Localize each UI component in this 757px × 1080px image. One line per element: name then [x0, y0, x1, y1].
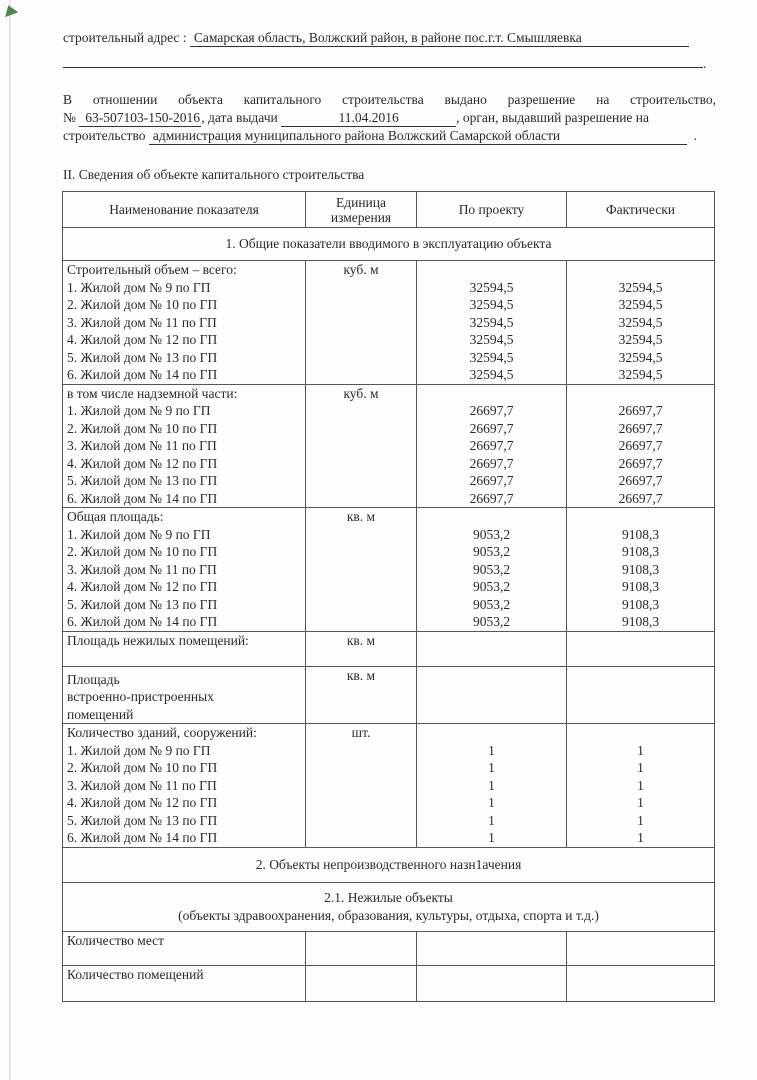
value: 26697,7: [618, 455, 663, 471]
value: 26697,7: [469, 455, 514, 471]
value: 1: [488, 742, 495, 758]
date-label: , дата выдачи: [201, 110, 278, 125]
issuer-value: администрация муниципального района Волжский Самарской области: [149, 128, 687, 145]
address-label: строительный адрес :: [63, 30, 187, 45]
column-header-unit: Единица измерения: [306, 192, 417, 228]
value: 9053,2: [472, 561, 511, 577]
item-label: 4. Жилой дом № 12 по ГП: [67, 455, 218, 471]
item-label: 3. Жилой дом № 11 по ГП: [67, 561, 217, 577]
unit-cell: кв. м: [306, 508, 417, 632]
value: 9108,3: [621, 579, 660, 594]
nonres-area-label: Площадь нежилых помещений:: [63, 631, 306, 666]
item-label: 4. Жилой дом № 12 по ГП: [67, 795, 218, 810]
value: 32594,5: [469, 349, 514, 365]
label-line: Площадь: [67, 671, 120, 687]
value: 1: [637, 830, 644, 845]
project-value-empty: [417, 666, 567, 724]
section-2-title: 2. Объекты непроизводственного назн1ачения: [63, 847, 715, 882]
section-row: [63, 228, 715, 261]
item-label: 6. Жилой дом № 14 по ГП: [67, 367, 218, 382]
value: 32594,5: [618, 332, 663, 347]
value: 32594,5: [618, 279, 663, 295]
value: 1: [488, 795, 495, 810]
item-label: 2. Жилой дом № 10 по ГП: [67, 297, 218, 312]
value: 1: [637, 742, 644, 758]
value: 26697,7: [618, 420, 663, 436]
value: 1: [637, 777, 644, 793]
corner-mark-icon: [2, 3, 19, 17]
rooms-label: Количество помещений: [63, 965, 306, 1001]
issuer-prefix: строительство: [63, 128, 146, 143]
actual-value-empty: [567, 931, 715, 965]
value: 1: [488, 812, 495, 828]
value: 32594,5: [469, 367, 514, 382]
permit-intro: В отношении объекта капитального строительства выдано разрешение на строительство,: [63, 92, 716, 107]
value: 1: [488, 760, 495, 775]
item-label: 2. Жилой дом № 10 по ГП: [67, 420, 218, 436]
permit-number: 63-507103-150-2016: [79, 110, 201, 127]
section-title: II. Сведения об объекте капитального строительства: [63, 167, 365, 182]
issuer-line: строительство администрация муниципального района Волжский Самарской области .: [63, 128, 697, 143]
unit-cell: шт.: [306, 724, 417, 848]
column-header-actual: Фактически: [567, 192, 715, 228]
value: 32594,5: [469, 297, 514, 312]
value: 1: [637, 760, 644, 775]
value: 9108,3: [621, 544, 660, 559]
item-label: 6. Жилой дом № 14 по ГП: [67, 490, 218, 506]
project-values: [417, 724, 567, 848]
section-row: [63, 847, 715, 882]
group-title: Количество зданий, сооружений:: [67, 725, 257, 740]
item-label: 5. Жилой дом № 13 по ГП: [67, 596, 218, 612]
actual-values: [567, 384, 715, 508]
group-title: Общая площадь:: [67, 509, 164, 524]
permit-no-label: №: [63, 110, 76, 125]
seats-label: Количество мест: [63, 931, 306, 965]
project-value-empty: [417, 965, 567, 1001]
indicator-cell: [63, 384, 306, 508]
value: 9053,2: [472, 596, 511, 612]
item-label: 3. Жилой дом № 11 по ГП: [67, 777, 217, 793]
value: 26697,7: [618, 438, 663, 453]
value: 26697,7: [469, 403, 514, 418]
address-line: [63, 30, 689, 47]
table-row: [63, 631, 715, 666]
label-line: помещений: [67, 706, 134, 722]
table-header-row: [63, 192, 715, 228]
indicator-cell: [63, 261, 306, 385]
table-row: [63, 931, 715, 965]
address-continuation: .: [63, 52, 706, 72]
value: 32594,5: [469, 314, 514, 330]
project-value-empty: [417, 931, 567, 965]
item-label: 1. Жилой дом № 9 по ГП: [67, 526, 211, 542]
project-value-empty: [417, 631, 567, 666]
indicator-cell: [63, 508, 306, 632]
item-label: 2. Жилой дом № 10 по ГП: [67, 760, 218, 775]
issuer-label: , орган, выдавший разрешение на: [456, 110, 650, 125]
value: 1: [488, 777, 495, 793]
label-line: встроенно-пристроенных: [67, 689, 214, 704]
section-1-title: 1. Общие показатели вводимого в эксплуатацию объекта: [63, 228, 715, 261]
address-blank-line: [63, 52, 703, 68]
item-label: 6. Жилой дом № 14 по ГП: [67, 614, 218, 629]
unit-cell: куб. м: [306, 261, 417, 385]
item-label: 3. Жилой дом № 11 по ГП: [67, 314, 217, 330]
table-row: [63, 666, 715, 724]
value: 32594,5: [469, 279, 514, 295]
section-2-1-line2: (объекты здравоохранения, образования, культуры, отдыха, спорта и т.д.): [178, 907, 599, 923]
value: 32594,5: [618, 349, 663, 365]
item-label: 1. Жилой дом № 9 по ГП: [67, 279, 211, 295]
address-value: Самарская область, Волжский район, в районе пос.г.т. Смышляевка: [190, 30, 689, 47]
value: 26697,7: [618, 473, 663, 488]
builtin-area-label: [63, 666, 306, 724]
table-row: [63, 508, 715, 632]
project-values: [417, 384, 567, 508]
actual-values: [567, 508, 715, 632]
value: 1: [637, 812, 644, 828]
column-header-project: По проекту: [417, 192, 567, 228]
value: 1: [637, 795, 644, 810]
building-info-table: [62, 191, 715, 1002]
table-row: [63, 261, 715, 385]
table-row: [63, 724, 715, 848]
indicator-cell: [63, 724, 306, 848]
value: 32594,5: [618, 314, 663, 330]
actual-value-empty: [567, 666, 715, 724]
value: 9053,2: [472, 579, 511, 594]
issue-date: 11.04.2016: [281, 110, 456, 127]
item-label: 5. Жилой дом № 13 по ГП: [67, 812, 218, 828]
permit-details-line: [63, 110, 649, 127]
table-row: [63, 384, 715, 508]
value: 26697,7: [469, 438, 514, 453]
table-row: [63, 965, 715, 1001]
value: 9053,2: [472, 544, 511, 559]
value: 9108,3: [621, 614, 660, 629]
value: 26697,7: [469, 473, 514, 488]
project-values: [417, 508, 567, 632]
group-title: в том числе надземной части:: [67, 385, 238, 401]
value: 1: [488, 830, 495, 845]
value: 9053,2: [472, 526, 511, 542]
item-label: 3. Жилой дом № 11 по ГП: [67, 438, 217, 453]
value: 9108,3: [621, 526, 660, 542]
value: 32594,5: [469, 332, 514, 347]
item-label: 1. Жилой дом № 9 по ГП: [67, 403, 211, 418]
column-header-indicator: Наименование показателя: [63, 192, 306, 228]
value: 9108,3: [621, 561, 660, 577]
value: 26697,7: [469, 420, 514, 436]
actual-value-empty: [567, 965, 715, 1001]
value: 9108,3: [621, 596, 660, 612]
actual-value-empty: [567, 631, 715, 666]
scan-page-edge: [9, 0, 11, 1080]
unit-cell: [306, 931, 417, 965]
value: 32594,5: [618, 367, 663, 382]
unit-cell: кв. м: [306, 666, 417, 724]
section-2-1-title: [63, 882, 715, 931]
value: 9053,2: [472, 614, 511, 629]
section-row: [63, 882, 715, 931]
item-label: 1. Жилой дом № 9 по ГП: [67, 742, 211, 758]
item-label: 4. Жилой дом № 12 по ГП: [67, 579, 218, 594]
unit-cell: кв. м: [306, 631, 417, 666]
actual-values: [567, 261, 715, 385]
item-label: 6. Жилой дом № 14 по ГП: [67, 830, 218, 845]
value: 32594,5: [618, 297, 663, 312]
section-2-1-line1: 2.1. Нежилые объекты: [324, 890, 453, 905]
item-label: 5. Жилой дом № 13 по ГП: [67, 349, 218, 365]
item-label: 5. Жилой дом № 13 по ГП: [67, 473, 218, 488]
value: 26697,7: [618, 403, 663, 418]
project-values: [417, 261, 567, 385]
unit-cell: куб. м: [306, 384, 417, 508]
item-label: 2. Жилой дом № 10 по ГП: [67, 544, 218, 559]
value: 26697,7: [469, 490, 514, 506]
actual-values: [567, 724, 715, 848]
unit-cell: [306, 965, 417, 1001]
item-label: 4. Жилой дом № 12 по ГП: [67, 332, 218, 347]
group-title: Строительный объем – всего:: [67, 262, 237, 277]
value: 26697,7: [618, 490, 663, 506]
